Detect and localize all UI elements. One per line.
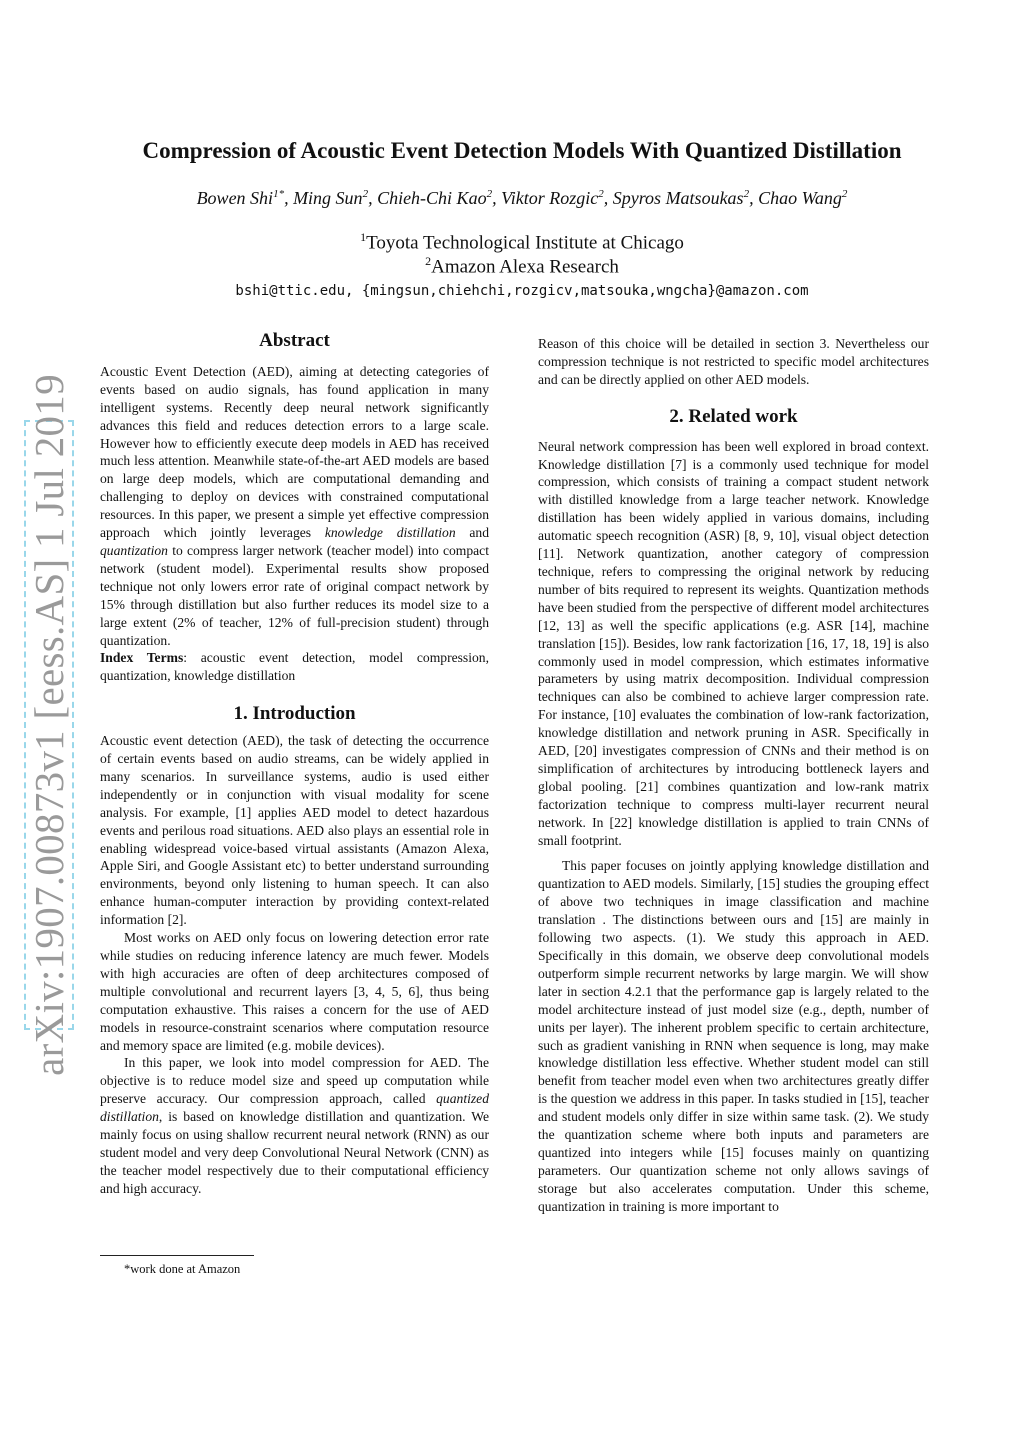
- intro-continuation: Reason of this choice will be detailed in section 3. Nevertheless our compression technique is not restricted to specific model architectures and can be directly applied on other AED models.: [538, 336, 929, 387]
- related-work-paragraph: Neural network compression has been well explored in broad context. Knowledge distillation [7] is a commonly used technique for model compression, which consists of training a compact student network with distilled knowledge from a large teacher network. Knowledge distillation has been widely applied in various domains, including automatic speech recognition (ASR) [8, 9, 10], visual object detection [11]. Network quantization, another category of compression technique, refers to compressing the original network by reducing number of bits required to represent its weights. Quantization methods have been studied from the perspective of different model architectures [12, 13] as well the specific applications (e.g. ASR [14], machine translation [15]). Besides, low rank factorization [16, 17, 18, 19] is also commonly used in model compression, which estimates informative parameters by using matrix decomposition. Individual compression techniques can also be combined to achieve larger compression rate. For instance, [10] evaluates the combination of low-rank factorization, knowledge distillation and network pruning in ASR. Specifically in AED, [20] investigates compression of CNNs and their method is on simplification of architectures by introducing bottleneck layers and global pooling. [21] combines quantization and low-rank matrix factorization technique to compress multi-layer recurrent neural network. In [22] knowledge distillation is applied to train CNNs of small footprint.: [538, 438, 929, 848]
- footnote: *work done at Amazon: [124, 1262, 241, 1276]
- paper-title: Compression of Acoustic Event Detection Models With Quantized Distillation: [142, 138, 902, 163]
- author-affiliation-mark: 1*: [273, 188, 285, 200]
- related-work-paragraph: This paper focuses on jointly applying knowledge distillation and quantization to AED models. Similarly, [15] studies the grouping effect of above two techniques in image classification and machine translation . The distinctions between ours and [15] are mainly in following two aspects. (1). We study this approach in AED. Specifically in this domain, we observe deep convolutional models outperform simple recurrent networks by large margin. We will show later in section 4.2.1 that the performance gap is largely related to the model architecture instead of just model size (e.g., depth, number of units per layer). The inherent problem specific to certain architecture, such as gradient vanishing in RNN when sequence is long, may make knowledge distillation less effective. Whether student model can still benefit from teacher model even when two architectures greatly differ is the question we address in this paper. In tasks studied in [15], teacher and student models only differ in size within same task. (2). We study the quantization scheme where both inputs and parameters are quantized into integers while [15] focuses mainly on quantizing parameters. Our quantization scheme not only allows savings of storage but also accelerates computation. Under this scheme, quantization in training is more important to: [538, 858, 929, 1214]
- footnote-rule: [100, 1255, 254, 1256]
- intro-paragraph: Acoustic event detection (AED), the task of detecting the occurrence of certain events based on audio streams, can be widely applied in many scenarios. In surveillance systems, audio is used either independently or in conjunction with visual modality for scene analysis. For example, [1] applies AED model to detect hazardous events and perilous road situations. AED also plays an essential role in enabling widespread voice-based virtual assistants (Amazon Alexa, Apple Siri, and Google Assistant etc) to better understand surrounding environments, beyond only listening to human speech. It can also enhance human-computer interaction by providing context-related information [2].: [100, 733, 489, 928]
- author-affiliation-mark: 2: [598, 188, 604, 200]
- related-work-heading: 2. Related work: [669, 405, 798, 427]
- abstract-text: Acoustic Event Detection (AED), aiming at detecting categories of events based on audio signals, has found application in many intelligent systems. Recently deep neural network significantly advances this field and reduces detection errors to a large scale. However how to efficiently execute deep models in AED has received much less attention. Meanwhile state-of-the-art AED models are based on large deep models, which are computational demanding and challenging to deploy on devices with constrained computational resources. In this paper, we present a simple yet effective compression approach which jointly leverages knowledge distillation and quantization to compress larger network (teacher model) into compact network (student model). Experimental results show proposed technique not only lowers error rate of original compact network by 15% through distillation but also further reduces its model size to a large extent (2% of teacher, 12% of full-precision student) through quantization.: [100, 363, 489, 648]
- intro-paragraph: In this paper, we look into model compression for AED. The objective is to reduce model size and speed up computation while preserve accuracy. Our compression approach, called quantized distillation, is based on knowledge distillation and quantization. We mainly focus on using shallow recurrent neural network (RNN) as our student model and very deep Convolutional Neural Network (CNN) as the teacher model respectively due to their computational efficiency and high accuracy.: [100, 1055, 489, 1196]
- author-affiliation-mark: 2: [362, 188, 369, 200]
- abstract-heading: Abstract: [259, 330, 330, 351]
- affiliation: $^2$Amazon Alexa Research: [425, 254, 619, 278]
- author: Viktor Rozgic: [501, 188, 599, 208]
- author: Spyros Matsoukas: [612, 188, 744, 208]
- intro-heading: 1. Introduction: [233, 703, 356, 725]
- intro-paragraph: Most works on AED only focus on lowering detection error rate while studies on reducing inference latency are much fewer. Models with high accuracies are often of deep architectures composed of multiple convolutional and recurrent layers [3, 4, 5, 6], thus being computation exhaustive. This raises a concern for the use of AED models in resource-constraint scenarios where computation resource and memory space are limited (e.g. mobile devices).: [100, 930, 489, 1053]
- author-list: Bowen Shi$^{1*}$, Ming Sun$^2$, Chieh-Chi Kao$^2$, Viktor Rozgic$^2$, Spyros Matsoukas$^2$, Chao Wang$^2$: [196, 188, 848, 208]
- author: Chieh-Chi Kao: [377, 188, 487, 208]
- author-affiliation-mark: 2: [841, 188, 848, 200]
- author: Bowen Shi: [196, 188, 274, 208]
- arxiv-id: arXiv:1907.00873v1 [eess.AS] 1 Jul 2019: [26, 374, 72, 1076]
- author-affiliation-mark: 2: [743, 188, 750, 200]
- affiliation: $^1$Toyota Technological Institute at Chicago: [360, 230, 684, 254]
- index-terms: Index Terms: acoustic event detection, model compression, quantization, knowledge distillation: [100, 650, 489, 684]
- left-column: [100, 332, 489, 1198]
- author: Ming Sun: [293, 188, 363, 208]
- arxiv-stamp: [18, 374, 80, 1076]
- author-emails: bshi@ttic.edu, {mingsun,chiehchi,rozgicv,matsouka,wngcha}@amazon.com: [235, 283, 809, 299]
- author: Chao Wang: [758, 188, 842, 208]
- right-column: [538, 335, 929, 1216]
- author-affiliation-mark: 2: [486, 188, 493, 200]
